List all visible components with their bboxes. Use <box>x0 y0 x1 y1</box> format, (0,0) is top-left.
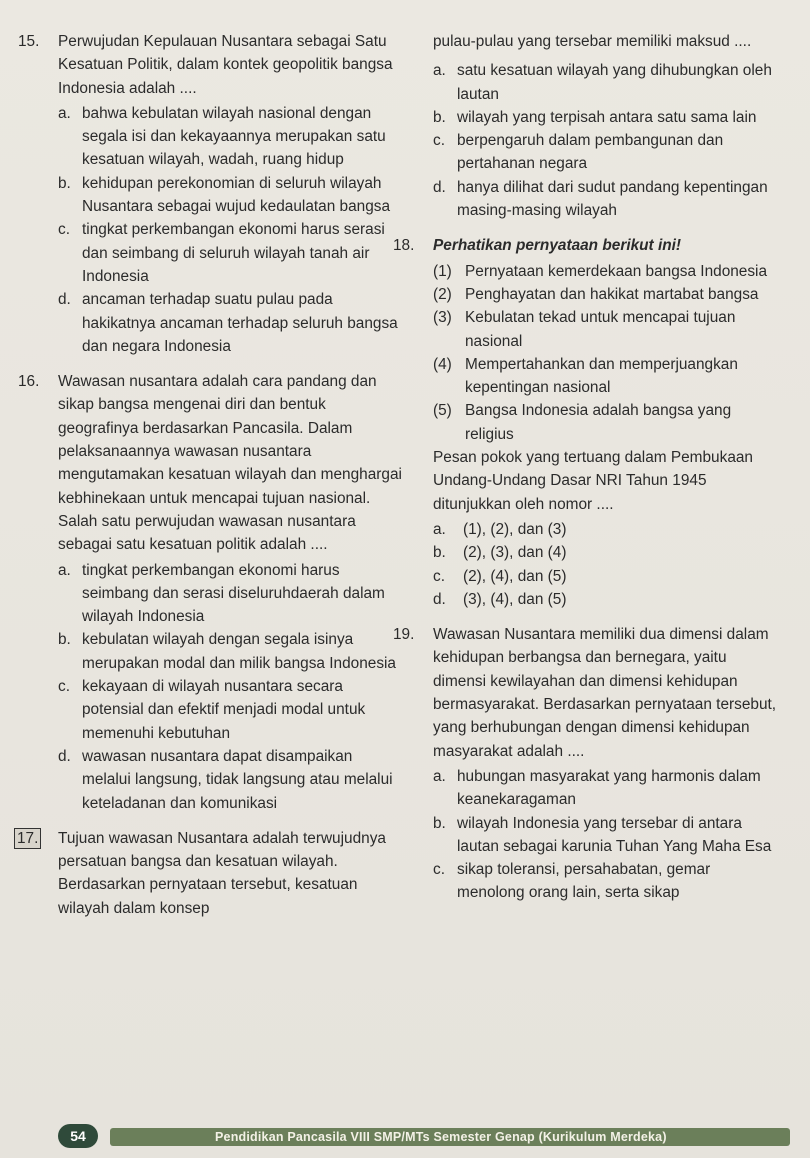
statement-text: Penghayatan dan hakikat martabat bangsa <box>465 285 759 303</box>
option-letter: a. <box>433 62 446 80</box>
question-17-continued <box>433 30 778 222</box>
option-text: ancaman terhadap suatu pulau pada hakikatnya ancaman terhadap seluruh bangsa dan negara Indonesia <box>82 291 398 355</box>
option-d[interactable] <box>433 176 778 223</box>
option-text: hanya dilihat dari sudut pandang kepentingan masing-masing wilayah <box>457 178 768 220</box>
option-letter: b. <box>433 108 446 126</box>
option-letter: a. <box>433 520 446 538</box>
option-text: tingkat perkembangan ekonomi harus serasi dan seimbang di seluruh wilayah tanah air Indonesia <box>82 221 385 285</box>
option-letter: a. <box>58 104 71 122</box>
option-letter: c. <box>433 132 445 150</box>
option-d[interactable] <box>433 588 778 611</box>
option-text: kekayaan di wilayah nusantara secara potensial dan efektif menjadi modal untuk memenuhi kebutuhan <box>82 678 366 742</box>
option-letter: b. <box>58 174 71 192</box>
option-a[interactable] <box>58 559 403 629</box>
question-stem: Perhatikan pernyataan berikut ini! <box>433 237 682 255</box>
question-stem: Wawasan Nusantara memiliki dua dimensi dalam kehidupan berbangsa dan bernegara, yaitu dimensi kewilayahan dan dimensi kehidupan bermasyarakat. Berdasarkan pernyataan tersebut, yang berhubungan dengan dimensi kehidupan masyarakat adalah .... <box>433 626 777 760</box>
option-c[interactable] <box>433 858 778 905</box>
option-c[interactable] <box>58 675 403 745</box>
option-text: wilayah yang terpisah antara satu sama lain <box>457 108 757 126</box>
statement-4 <box>433 353 778 400</box>
question-stem: Wawasan nusantara adalah cara pandang dan sikap bangsa mengenai diri dan bentuk geografinya berdasarkan Pancasila. Dalam pelaksanaannya wawasan nusantara mengutamakan kesatuan wilayah dan menghargai kebhinekaan untuk mencapai tujuan nasional. Salah satu perwujudan wawasan nusantara sebagai satu kesatuan politik adalah .... <box>58 373 402 554</box>
question-number: 15. <box>18 33 40 50</box>
option-text: berpengaruh dalam pembangunan dan pertahanan negara <box>457 132 724 173</box>
option-text: (2), (4), dan (5) <box>463 567 567 585</box>
option-a[interactable] <box>58 102 403 172</box>
option-text: bahwa kebulatan wilayah nasional dengan segala isi dan kekayaannya merupakan satu kesatuan wilayah, wadah, ruang hidup <box>82 104 386 169</box>
question-stem: Tujuan wawasan Nusantara adalah terwujudnya persatuan bangsa dan kesatuan wilayah. Berdasarkan pernyataan tersebut, kesatuan wilayah dalam konsep <box>58 829 386 917</box>
statement-1 <box>433 260 778 283</box>
statement-text: Pernyataan kemerdekaan bangsa Indonesia <box>465 262 768 280</box>
right-column <box>393 30 778 917</box>
option-a[interactable] <box>433 765 778 812</box>
option-c[interactable] <box>433 129 778 176</box>
left-column <box>17 30 403 932</box>
page-number: 54 <box>58 1124 98 1148</box>
option-b[interactable] <box>58 628 403 675</box>
option-letter: b. <box>58 631 71 649</box>
option-text: (1), (2), dan (3) <box>463 520 567 538</box>
option-letter: b. <box>433 814 446 832</box>
option-letter: a. <box>58 561 71 579</box>
statement-5 <box>433 399 778 446</box>
option-letter: d. <box>58 747 71 765</box>
option-letter: d. <box>433 590 446 608</box>
option-c[interactable] <box>58 218 403 288</box>
statement-text: Mempertahankan dan memperjuangkan kepentingan nasional <box>465 355 738 397</box>
option-b[interactable] <box>433 541 778 564</box>
option-letter: d. <box>433 178 446 196</box>
option-letter: c. <box>433 861 445 879</box>
statement-number: (2) <box>433 285 452 303</box>
question-stem-continued: pulau-pulau yang tersebar memiliki maksud .... <box>433 33 752 50</box>
option-d[interactable] <box>58 288 403 358</box>
option-c[interactable] <box>433 565 778 588</box>
question-19 <box>393 623 778 905</box>
question-number-boxed: 17. <box>14 828 41 849</box>
option-text: satu kesatuan wilayah yang dihubungkan oleh lautan <box>457 62 772 103</box>
option-text: wilayah Indonesia yang tersebar di antara lautan sebagai karunia Tuhan Yang Maha Esa <box>457 814 772 855</box>
option-text: (2), (3), dan (4) <box>463 544 567 562</box>
question-stem: Perwujudan Kepulauan Nusantara sebagai Satu Kesatuan Politik, dalam kontek geopolitik bangsa Indonesia adalah .... <box>58 33 393 97</box>
option-a[interactable] <box>433 518 778 541</box>
statement-text: Bangsa Indonesia adalah bangsa yang religius <box>465 402 732 443</box>
question-17 <box>17 827 403 920</box>
question-16 <box>18 370 403 815</box>
option-text: hubungan masyarakat yang harmonis dalam keanekaragaman <box>457 767 761 809</box>
option-b[interactable] <box>433 106 778 129</box>
question-number: 16. <box>18 373 40 391</box>
option-text: tingkat perkembangan ekonomi harus seimbang dan serasi diseluruhdaerah dalam wilayah Indonesia <box>82 561 385 626</box>
option-text: wawasan nusantara dapat disampaikan melalui langsung, tidak langsung atau melalui keteladanan dan komunikasi <box>82 747 393 812</box>
option-a[interactable] <box>433 59 778 106</box>
option-letter: c. <box>433 567 445 585</box>
option-text: (3), (4), dan (5) <box>463 590 567 608</box>
option-b[interactable] <box>58 172 403 219</box>
statement-number: (1) <box>433 262 452 280</box>
question-number: 19. <box>393 626 415 644</box>
book-title: Pendidikan Pancasila VIII SMP/MTs Semester Genap (Kurikulum Merdeka) <box>215 1130 667 1144</box>
question-prompt: Pesan pokok yang tertuang dalam Pembukaan Undang-Undang Dasar NRI Tahun 1945 ditunjukkan oleh nomor .... <box>433 449 753 513</box>
option-text: kehidupan perekonomian di seluruh wilayah Nusantara sebagai wujud kedaulatan bangsa <box>82 174 391 216</box>
statement-number: (5) <box>433 402 452 420</box>
option-d[interactable] <box>58 745 403 815</box>
option-letter: c. <box>58 221 70 239</box>
option-b[interactable] <box>433 812 778 859</box>
page-footer <box>0 1122 810 1156</box>
answer-options <box>433 518 778 611</box>
statement-number: (3) <box>433 309 452 327</box>
question-15 <box>18 30 403 358</box>
statement-2 <box>433 283 778 306</box>
statement-text: Kebulatan tekad untuk mencapai tujuan nasional <box>465 309 736 350</box>
option-letter: d. <box>58 291 71 309</box>
option-text: kebulatan wilayah dengan segala isinya merupakan modal dan milik bangsa Indonesia <box>82 631 396 672</box>
option-letter: b. <box>433 544 446 562</box>
option-letter: a. <box>433 767 446 785</box>
question-number: 18. <box>393 237 415 255</box>
option-letter: c. <box>58 678 70 696</box>
statement-number: (4) <box>433 355 452 373</box>
question-18 <box>393 234 778 611</box>
statement-3 <box>433 306 778 353</box>
option-text: sikap toleransi, persahabatan, gemar menolong orang lain, serta sikap <box>457 861 711 902</box>
